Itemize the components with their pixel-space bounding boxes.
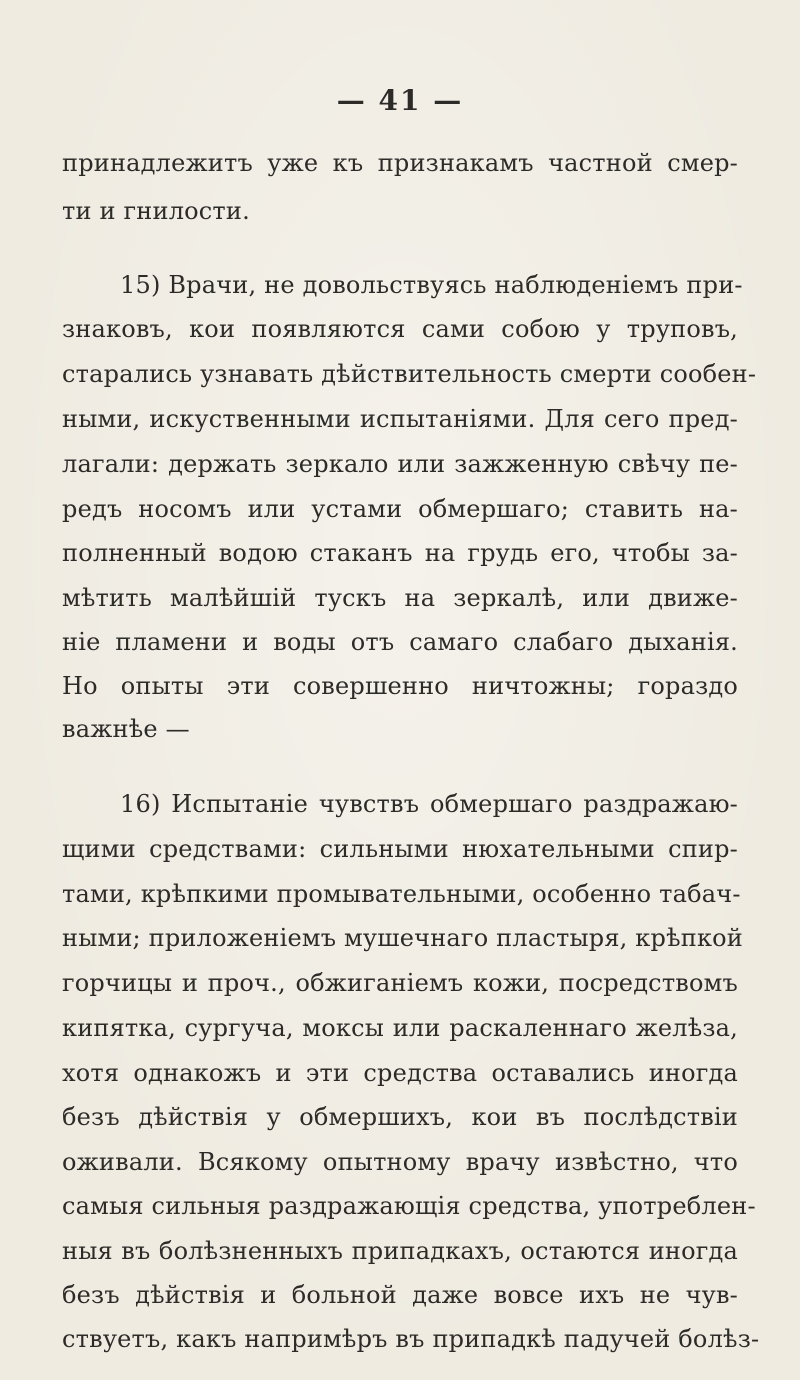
text-line: принадлежитъ уже къ признакамъ частной смер- bbox=[62, 149, 738, 177]
text-line: оживали. Всякому опытному врачу извѣстно, что bbox=[62, 1148, 738, 1176]
text-line: важнѣе — bbox=[62, 715, 190, 743]
text-line: безъ дѣйствія у обмершихъ, кои въ послѣдствіи bbox=[62, 1103, 738, 1131]
text-line: ными; приложеніемъ мушечнаго пластыря, крѣпкой bbox=[62, 924, 743, 952]
text-line: ствуетъ, какъ напримѣръ въ припадкѣ падучей болѣз- bbox=[62, 1325, 760, 1353]
text-line: безъ дѣйствія и больной даже вовсе ихъ не чув- bbox=[62, 1281, 738, 1309]
text-line: полненный водою стаканъ на грудь его, чтобы за- bbox=[62, 539, 738, 567]
text-line: кипятка, сургуча, моксы или раскаленнаго желѣза, bbox=[62, 1014, 738, 1042]
text-line: хотя однакожъ и эти средства оставались иногда bbox=[62, 1059, 738, 1087]
text-line: тами, крѣпкими промывательными, особенно табач- bbox=[62, 880, 741, 908]
text-line: ти и гнилости. bbox=[62, 197, 250, 225]
text-line: лагали: держать зеркало или зажженную свѣчу пе- bbox=[62, 450, 738, 478]
text-line: щими средствами: сильными нюхательными спир- bbox=[62, 835, 738, 863]
paragraph-15-start: 15) Врачи, не довольствуясь наблюденіемъ при- bbox=[120, 271, 743, 299]
text-line: ными, искуственными испытаніями. Для сего пред- bbox=[62, 405, 738, 433]
page-number: — 41 — bbox=[336, 84, 464, 117]
paragraph-16-start: 16) Испытаніе чувствъ обмершаго раздражаю- bbox=[120, 790, 738, 818]
text-line: знаковъ, кои появляются сами собою у труповъ, bbox=[62, 315, 738, 343]
text-line: ніе пламени и воды отъ самаго слабаго дыханія. bbox=[62, 628, 738, 656]
text-line: мѣтить малѣйшій тускъ на зеркалѣ, или движе- bbox=[62, 584, 738, 612]
text-line: горчицы и проч., обжиганіемъ кожи, посредствомъ bbox=[62, 969, 738, 997]
text-line: ныя въ болѣзненныхъ припадкахъ, остаются иногда bbox=[62, 1237, 738, 1265]
text-line: Но опыты эти совершенно ничтожны; гораздо bbox=[62, 672, 738, 700]
text-line: самыя сильныя раздражающія средства, употреблен- bbox=[62, 1192, 756, 1220]
text-line: редъ носомъ или устами обмершаго; ставить на- bbox=[62, 495, 738, 523]
text-line: старались узнавать дѣйствительность смерти сообен- bbox=[62, 360, 757, 388]
